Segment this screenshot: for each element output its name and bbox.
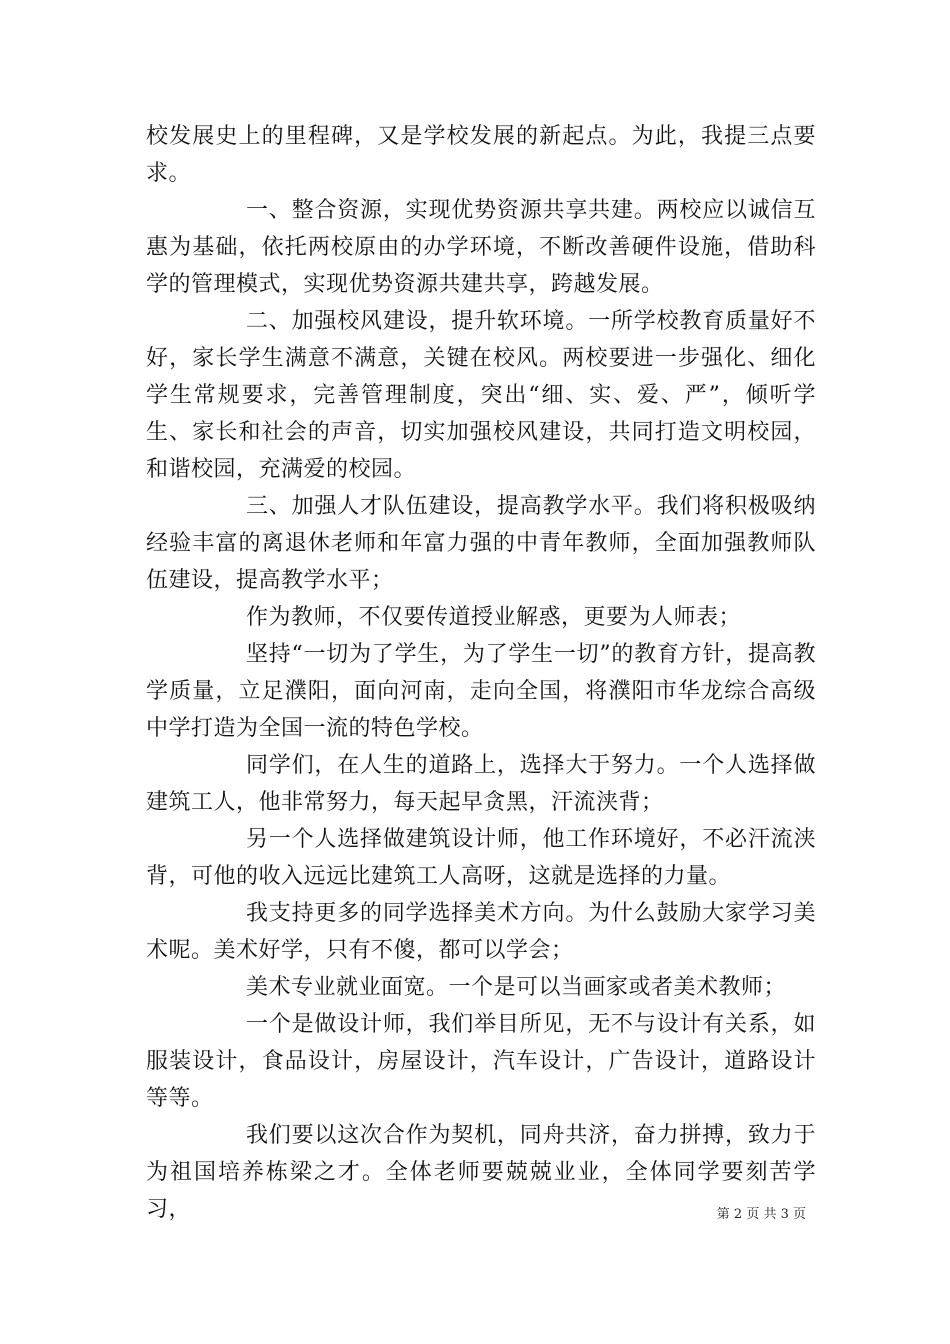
paragraph: 校发展史上的里程碑，又是学校发展的新起点。为此，我提三点要求。 xyxy=(146,124,816,186)
paragraph: 作为教师，不仅要传道授业解惑，更要为人师表； xyxy=(246,605,742,630)
paragraph: 三、加强人才队伍建设，提高教学水平。我们将积极吸纳经验丰富的离退休老师和年富力强的中青年教师，全面加强教师队伍建设，提高教学水平； xyxy=(146,494,816,593)
paragraph: 一个是做设计师，我们举目所见，无不与设计有关系，如服装设计，食品设计，房屋设计，汽车设计，广告设计，道路设计等等。 xyxy=(146,1012,816,1111)
paragraph: 一、整合资源，实现优势资源共享共建。两校应以诚信互惠为基础，依托两校原由的办学环境，不断改善硬件设施，借助科学的管理模式，实现优势资源共建共享，跨越发展。 xyxy=(146,198,816,297)
paragraph: 坚持“一切为了学生，为了学生一切”的教育方针，提高教学质量，立足濮阳，面向河南，走向全国，将濮阳市华龙综合高级中学打造为全国一流的特色学校。 xyxy=(146,642,816,741)
paragraph: 二、加强校风建设，提升软环境。一所学校教育质量好不好，家长学生满意不满意，关键在校风。两校要进一步强化、细化学生常规要求，完善管理制度，突出“细、实、爱、严”，倾听学生、家长和社会的声音，切实加强校风建设，共同打造文明校园，和谐校园，充满爱的校园。 xyxy=(146,309,816,482)
paragraph: 我支持更多的同学选择美术方向。为什么鼓励大家学习美术呢。美术好学，只有不傻，都可以学会； xyxy=(146,901,816,963)
paragraph: 美术专业就业面宽。一个是可以当画家或者美术教师； xyxy=(246,975,787,1000)
document-body xyxy=(146,118,816,1228)
paragraph: 同学们，在人生的道路上，选择大于努力。一个人选择做建筑工人，他非常努力，每天起早贪黑，汗流浃背； xyxy=(146,753,816,815)
page-number-footer: 第 2 页 共 3 页 xyxy=(716,1207,806,1222)
paragraph: 另一个人选择做建筑设计师，他工作环境好，不必汗流浃背，可他的收入远远比建筑工人高呀，这就是选择的力量。 xyxy=(146,827,816,889)
paragraph: 我们要以这次合作为契机，同舟共济，奋力拼搏，致力于为祖国培养栋梁之才。全体老师要兢兢业业，全体同学要刻苦学习， xyxy=(146,1123,816,1222)
